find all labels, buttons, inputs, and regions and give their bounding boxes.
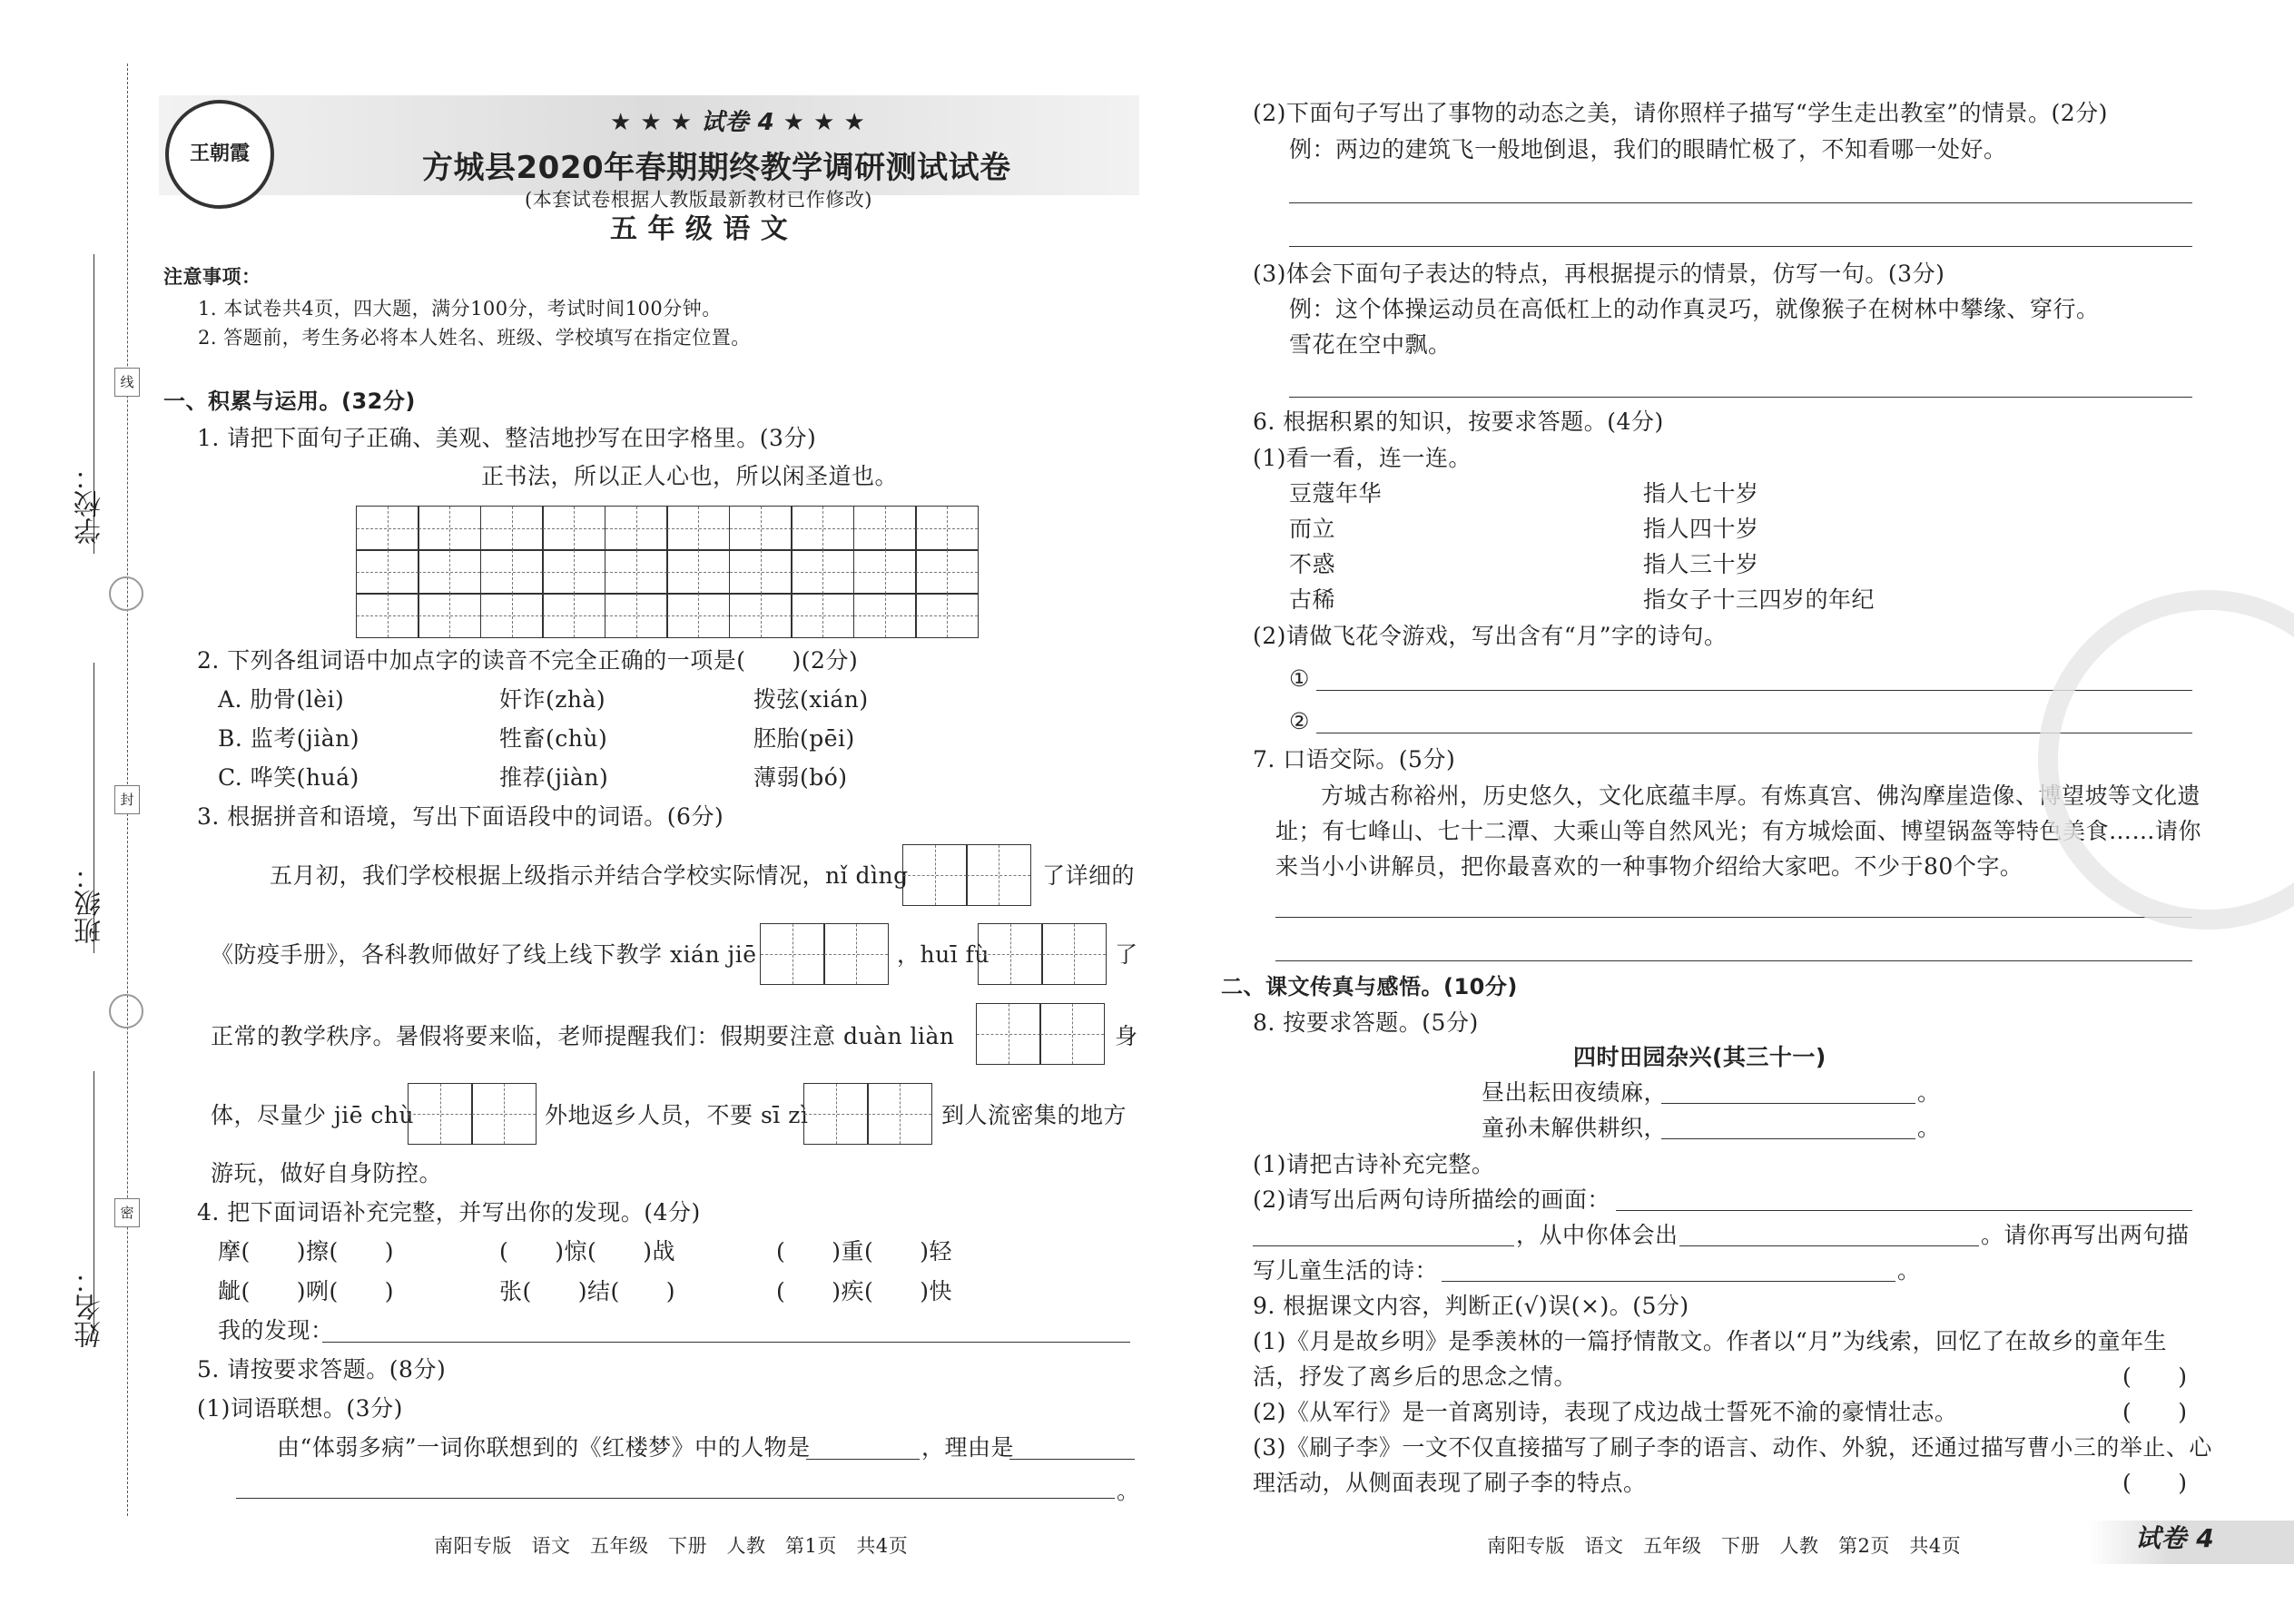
q5-p1: (1)词语联想。(3分) [197,1395,403,1422]
q7-body: 方城古称裕州，历史悠久，文化底蕴丰厚。有炼真宫、佛沟摩崖造像、博望坡等文化遗 [1321,782,2201,809]
note-item: 2. 答题前，考生务必将本人姓名、班级、学校填写在指定位置。 [198,327,751,349]
q3-line4: 体，尽量少 jiē chù [211,1102,415,1128]
paper-number: ★ ★ ★ 试卷 4 ★ ★ ★ [610,109,866,136]
tianzige-row-3[interactable] [357,593,979,638]
footer-left: 南阳专版 语文 五年级 下册 人教 第1页 共4页 [434,1535,909,1557]
margin-tag-feng: 封 [114,785,140,814]
q9-item: (2)《从军行》是一首离别诗，表现了戍边战士誓死不渝的豪情壮志。 [1253,1399,1958,1425]
q3-text: 3. 根据拼音和语境，写出下面语段中的词语。(6分) [197,803,724,830]
q5p2-line[interactable] [1289,246,2192,247]
subject-title: 五 年 级 语 文 [610,213,789,245]
q5p2-line[interactable] [1289,202,2192,203]
q4-finding-line[interactable] [322,1342,1130,1343]
q4-finding-label: 我的发现： [218,1317,334,1343]
q4-item: 龇( )咧( ) [218,1278,395,1304]
q4-text: 4. 把下面词语补充完整，并写出你的发现。(4分) [197,1199,701,1225]
q6-meaning: 指人七十岁 [1643,480,1759,507]
q6-term: 古稀 [1289,586,1336,613]
q6-meaning: 指女子十三四岁的年纪 [1643,586,1876,613]
poem-blank[interactable] [1661,1138,1915,1139]
q2-option: 推荐(jiàn) [499,764,609,791]
q6-num: ① [1289,665,1310,692]
q6-p2: (2)请做飞花令游戏，写出含有“月”字的诗句。 [1253,623,1728,649]
name-label: 姓名： [74,1266,106,1348]
q3-line2: 《防疫手册》，各科教师做好了线上线下教学 xián jiē [211,941,757,968]
q3-line3-end: 身 [1115,1023,1138,1049]
q9-item: 活，抒发了离乡后的思念之情。 [1253,1363,1578,1390]
footer-badge: 试卷 4 [2135,1523,2215,1553]
q5-p1-text: 由“体弱多病”一词你联想到的《红楼梦》中的人物是 [277,1434,811,1461]
tianzige-row-2[interactable] [357,549,979,595]
q8-line[interactable] [1616,1210,2192,1211]
q3-line4-mid: 外地返乡人员，不要 sī zì [545,1102,809,1128]
answer-box-xianjie[interactable] [761,923,889,985]
q3-line1-end: 了详细的 [1042,862,1136,889]
note-item: 1. 本试卷共4页，四大题，满分100分，考试时间100分钟。 [198,298,722,320]
school-label: 学校： [74,463,106,545]
q3-line5: 游玩，做好自身防控。 [211,1160,443,1186]
q5p3-example: 例：这个体操运动员在高低杠上的动作真灵巧，就像猴子在树林中攀缘、穿行。 [1289,296,2100,322]
q5-reason-line-2[interactable] [236,1498,1115,1499]
q2-option: 牲畜(chù) [499,725,608,752]
paper-subtitle: (本套试卷根据人教版最新教材已作修改) [525,189,872,211]
q8-line[interactable] [1253,1245,1514,1246]
judge-paren[interactable]: ( ) [2122,1470,2188,1496]
q8-p1: (1)请把古诗补充完整。 [1253,1151,1495,1177]
q8-line[interactable] [1679,1245,1979,1246]
answer-box-jiechu[interactable] [409,1083,537,1145]
q5p3-prompt: 雪花在空中飘。 [1289,331,1452,358]
q8-p2-tail: 写儿童生活的诗： [1253,1257,1439,1284]
q5-end-mark: 。 [1117,1478,1140,1504]
section1-title: 一、积累与运用。(32分) [163,389,416,414]
class-label: 班级： [74,862,106,944]
q2-option: 奸诈(zhà) [499,686,606,713]
poem-title: 四时田园杂兴(其三十一) [1573,1044,1826,1070]
answer-box-sizi[interactable] [804,1083,932,1145]
logo [165,100,274,209]
q4-item: 摩( )擦( ) [218,1238,395,1265]
paper-title: 方城县2020年春期期终教学调研测试试卷 [422,150,1011,186]
poem-stop: 。 [1917,1079,1941,1106]
q2-option: 薄弱(bó) [753,764,848,791]
answer-box-niding[interactable] [903,844,1031,906]
poem-line: 昼出耘田夜绩麻， [1482,1079,1668,1106]
q4-item: ( )惊( )战 [499,1238,676,1265]
q6-term: 不惑 [1289,551,1336,577]
q8-text: 8. 按要求答题。(5分) [1253,1009,1479,1036]
q5-answer-line[interactable] [806,1459,920,1460]
secret-watermark [2038,590,2294,930]
q4-item: ( )重( )轻 [776,1238,953,1265]
judge-paren[interactable]: ( ) [2122,1363,2188,1390]
q5p3-text: (3)体会下面句子表达的特点，再根据提示的情景，仿写一句。(3分) [1253,261,1945,287]
q6-term: 而立 [1289,516,1336,542]
q6-meaning: 指人三十岁 [1643,551,1759,577]
q6-text: 6. 根据积累的知识，按要求答题。(4分) [1253,408,1664,435]
q9-item: (3)《刷子李》一文不仅直接描写了刷子李的语言、动作、外貌，还通过描写曹小三的举止、心 [1253,1434,2212,1461]
judge-paren[interactable]: ( ) [2122,1399,2188,1425]
q7-body: 来当小小讲解员，把你最喜欢的一种事物介绍给大家吧。不少于80个字。 [1275,853,2023,880]
q2-option: 拨弦(xián) [753,686,869,713]
answer-box-duanlian[interactable] [977,1003,1105,1065]
q1-text: 1. 请把下面句子正确、美观、整洁地抄写在田字格里。(3分) [197,425,817,451]
margin-seal [109,994,143,1029]
notes-heading: 注意事项： [163,266,261,288]
q3-line3: 正常的教学秩序。暑假将要来临，老师提醒我们：假期要注意 duàn liàn [211,1023,955,1049]
q3-line2-end: 了 [1115,941,1138,968]
logo-text: 王朝霞 [189,142,250,165]
poem-line: 童孙未解供耕织， [1482,1115,1668,1141]
q8-p2-mid: ，从中你体会出 [1516,1222,1679,1248]
poem-blank[interactable] [1661,1103,1915,1104]
q2-option: C. 哗笑(huá) [218,764,359,791]
q6-num: ② [1289,708,1310,734]
q2-text: 2. 下列各组词语中加点字的读音不完全正确的一项是( )(2分) [197,647,859,674]
margin-tag-xian: 线 [114,368,140,397]
margin-tag-mi: 密 [114,1198,140,1227]
poem-stop: 。 [1917,1115,1941,1141]
tianzige-row-1[interactable] [357,506,979,551]
q5p2-text: (2)下面句子写出了事物的动态之美，请你照样子描写“学生走出教室”的情景。(2分) [1253,100,2108,126]
section2-title: 二、课文传真与感悟。(10分) [1221,974,1518,999]
q2-option: B. 监考(jiàn) [218,725,360,752]
q6-term: 豆蔻年华 [1289,480,1383,507]
q6-p1: (1)看一看，连一连。 [1253,445,1472,471]
q3-line4-end: 到人流密集的地方 [941,1102,1127,1128]
q4-item: 张( )结( ) [499,1278,676,1304]
q7-text: 7. 口语交际。(5分) [1253,746,1456,773]
q8-stop: 。 [1897,1257,1921,1284]
q1-sentence: 正书法，所以正人心也，所以闲圣道也。 [481,463,899,489]
q3-line2-mid: ，huī fù [897,941,989,968]
q4-item: ( )疾( )快 [776,1278,953,1304]
q5p3-line[interactable] [1289,397,2192,398]
q5-p1-reason: ，理由是 [921,1434,1015,1461]
q2-option: A. 肋骨(lèi) [218,686,345,713]
q8-line[interactable] [1442,1281,1895,1282]
answer-box-huifu[interactable] [979,923,1107,985]
q5-reason-line[interactable] [1009,1459,1135,1460]
q8-p2-end: 。请你再写出两句描 [1981,1222,2190,1248]
q7-line[interactable] [1275,960,2192,961]
q7-body: 址；有七峰山、七十二潭、大乘山等自然风光；有方城烩面、博望锅盔等特色美食……请你 [1275,818,2202,844]
q9-text: 9. 根据课文内容，判断正(√)误(×)。(5分) [1253,1293,1689,1319]
q9-item: (1)《月是故乡明》是季羡林的一篇抒情散文。作者以“月”为线索，回忆了在故乡的童年生 [1253,1328,2167,1354]
margin-seal [109,576,143,611]
q5-text: 5. 请按要求答题。(8分) [197,1356,447,1383]
q9-item: 理活动，从侧面表现了刷子李的特点。 [1253,1470,1647,1496]
footer-right: 南阳专版 语文 五年级 下册 人教 第2页 共4页 [1487,1535,1962,1557]
q5p2-example: 例：两边的建筑飞一般地倒退，我们的眼睛忙极了，不知看哪一处好。 [1289,136,2007,162]
q3-line1: 五月初，我们学校根据上级指示并结合学校实际情况，nǐ dìng [270,862,909,889]
q7-line[interactable] [1275,917,2192,918]
q6-meaning: 指人四十岁 [1643,516,1759,542]
q2-option: 胚胎(pēi) [753,725,855,752]
q8-p2: (2)请写出后两句诗所描绘的画面： [1253,1186,1610,1213]
